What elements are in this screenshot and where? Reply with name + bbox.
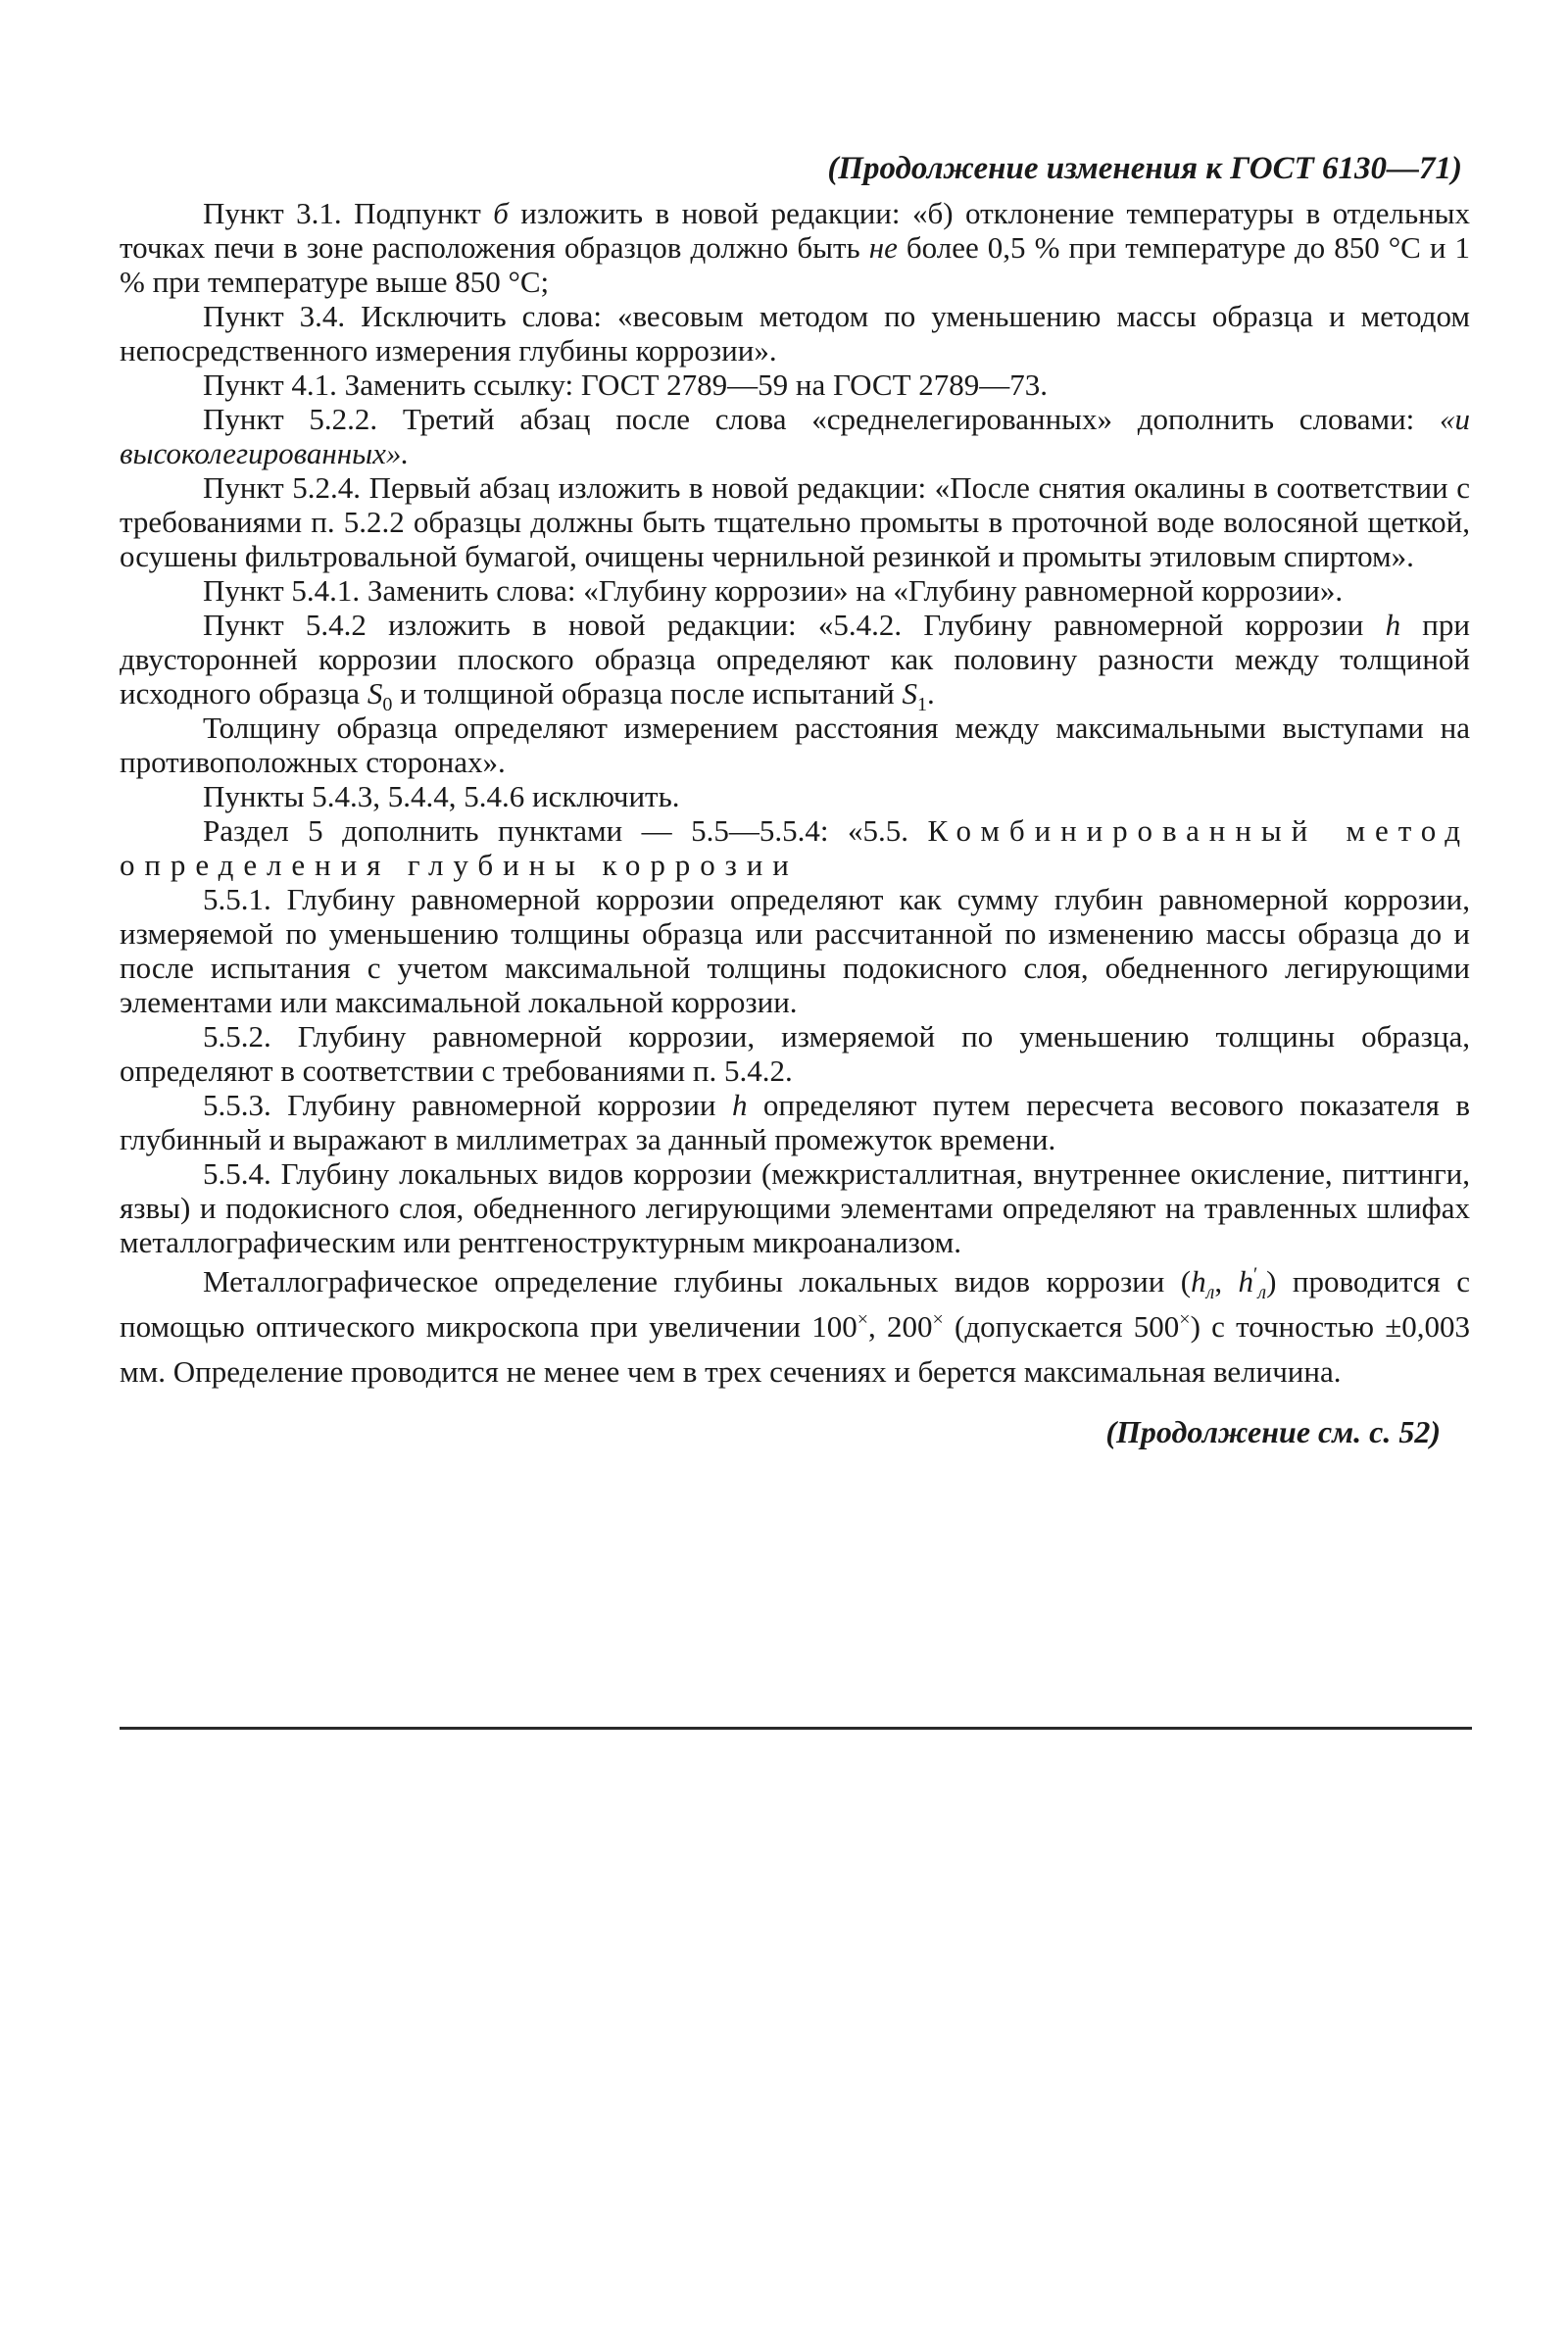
text: ) с точностью ±0,003 мм. Определение проводится не менее чем в трех сечениях и берется максимальная величина. bbox=[120, 1309, 1471, 1389]
text: , bbox=[1214, 1264, 1239, 1298]
text-italic: «и высоколегированных». bbox=[120, 402, 1470, 470]
text: Металлографическое определение глубины локальных видов коррозии ( bbox=[203, 1264, 1192, 1298]
page-header: (Продолжение изменения к ГОСТ 6130—71) bbox=[827, 151, 1462, 186]
paragraph-5-5-3 bbox=[120, 1088, 1470, 1156]
text-italic: не bbox=[868, 230, 898, 265]
bottom-rule bbox=[120, 1727, 1472, 1730]
text: Раздел 5 дополнить пунктами — 5.5—5.5.4: «5.5. bbox=[203, 813, 928, 848]
magnification-sign: × bbox=[1179, 1308, 1191, 1331]
subscript: 0 bbox=[382, 694, 393, 716]
text: Пункт 5.4.2 изложить в новой редакции: «5.4.2. Глубину равномерной коррозии bbox=[203, 608, 1386, 642]
text: и толщиной образца после испытаний bbox=[392, 676, 903, 710]
paragraph-5-4-2 bbox=[120, 608, 1470, 716]
text-italic: б bbox=[493, 196, 509, 230]
text: , 200 bbox=[868, 1309, 933, 1344]
subscript: л bbox=[1205, 1282, 1215, 1304]
subscript: 1 bbox=[916, 694, 927, 716]
paragraph-5-4-1: Пункт 5.4.1. Заменить слова: «Глубину коррозии» на «Глубину равномерной коррозии». bbox=[203, 573, 1344, 608]
superscript: ′ bbox=[1253, 1263, 1258, 1286]
paragraph-4-1: Пункт 4.1. Заменить ссылку: ГОСТ 2789—59 на ГОСТ 2789—73. bbox=[203, 368, 1049, 402]
paragraph-section-5 bbox=[120, 813, 1470, 882]
text: изложить в новой редакции: «б) отклонение температуры в отдельных точках печи в зоне расположения образцов должно быть bbox=[120, 196, 1471, 265]
paragraph-exclude: Пункты 5.4.3, 5.4.4, 5.4.6 исключить. bbox=[203, 779, 680, 813]
paragraph-5-2-2 bbox=[120, 402, 1470, 470]
magnification-sign: × bbox=[932, 1308, 944, 1331]
symbol-h: h bbox=[731, 1088, 748, 1122]
magnification-sign: × bbox=[857, 1308, 869, 1331]
paragraph-3-1 bbox=[120, 196, 1470, 299]
paragraph-5-5-4: 5.5.4. Глубину локальных видов коррозии (межкристаллитная, внутреннее окисление, питтинги, язвы) и подокисного слоя, обедненного легирующими элементами определяют на травленных шлифах металлографическим или рентгеноструктурным микроанализом. bbox=[120, 1156, 1470, 1259]
text: 5.5.3. Глубину равномерной коррозии bbox=[203, 1088, 732, 1122]
text: при двусторонней коррозии плоского образца определяют как половину разности между толщиной исходного образца bbox=[120, 608, 1470, 710]
text: ) проводится с помощью оптического микроскопа при увеличении 100 bbox=[120, 1264, 1470, 1344]
symbol-h-prime: h bbox=[1238, 1264, 1254, 1298]
subscript: л bbox=[1257, 1282, 1267, 1304]
paragraph-5-2-4: Пункт 5.2.4. Первый абзац изложить в новой редакции: «После снятия окалины в соответствии с требованиями п. 5.2.2 образцы должны быть тщательно промыты в проточной воде волосяной щеткой, осушены фильтровальной бумагой, очищены чернильной резинкой и промыты этиловым спиртом». bbox=[120, 470, 1470, 573]
paragraph-metallography bbox=[120, 1259, 1470, 1395]
symbol-h: h bbox=[1385, 608, 1401, 642]
text: . bbox=[926, 676, 935, 710]
paragraph-5-5-1: 5.5.1. Глубину равномерной коррозии определяют как сумму глубин равномерной коррозии, измеряемой по уменьшению толщины образца или рассчитанной по изменению массы образца до и после испытания с учетом максимальной толщины подокисного слоя, обедненного легирующими элементами или максимальной локальной коррозии. bbox=[120, 882, 1470, 1019]
paragraph-thickness: Толщину образца определяют измерением расстояния между максимальными выступами на противоположных сторонах». bbox=[120, 710, 1470, 779]
text: (допускается 500 bbox=[943, 1309, 1180, 1344]
text: более 0,5 % при температуре до 850 °С и 1 % при температуре выше 850 °С; bbox=[120, 230, 1471, 299]
paragraph-3-4: Пункт 3.4. Исключить слова: «весовым методом по уменьшению массы образца и методом непосредственного измерения глубины коррозии». bbox=[120, 299, 1470, 368]
section-title-spaced: Комбинированный метод определения глубины коррозии bbox=[120, 813, 1470, 882]
text: Пункт 3.1. Подпункт bbox=[203, 196, 494, 230]
page-footer: (Продолжение см. с. 52) bbox=[1105, 1414, 1441, 1449]
text: Пункт 5.2.2. Третий абзац после слова «среднелегированных» дополнить словами: bbox=[203, 402, 1440, 436]
symbol-s1: S bbox=[902, 676, 917, 710]
text: определяют путем пересчета весового показателя в глубинный и выражают в миллиметрах за данный промежуток времени. bbox=[120, 1088, 1471, 1156]
symbol-s0: S bbox=[367, 676, 383, 710]
document-page bbox=[120, 147, 1470, 1453]
paragraph-5-5-2: 5.5.2. Глубину равномерной коррозии, измеряемой по уменьшению толщины образца, определяют в соответствии с требованиями п. 5.4.2. bbox=[120, 1019, 1470, 1088]
symbol-h: h bbox=[1191, 1264, 1206, 1298]
